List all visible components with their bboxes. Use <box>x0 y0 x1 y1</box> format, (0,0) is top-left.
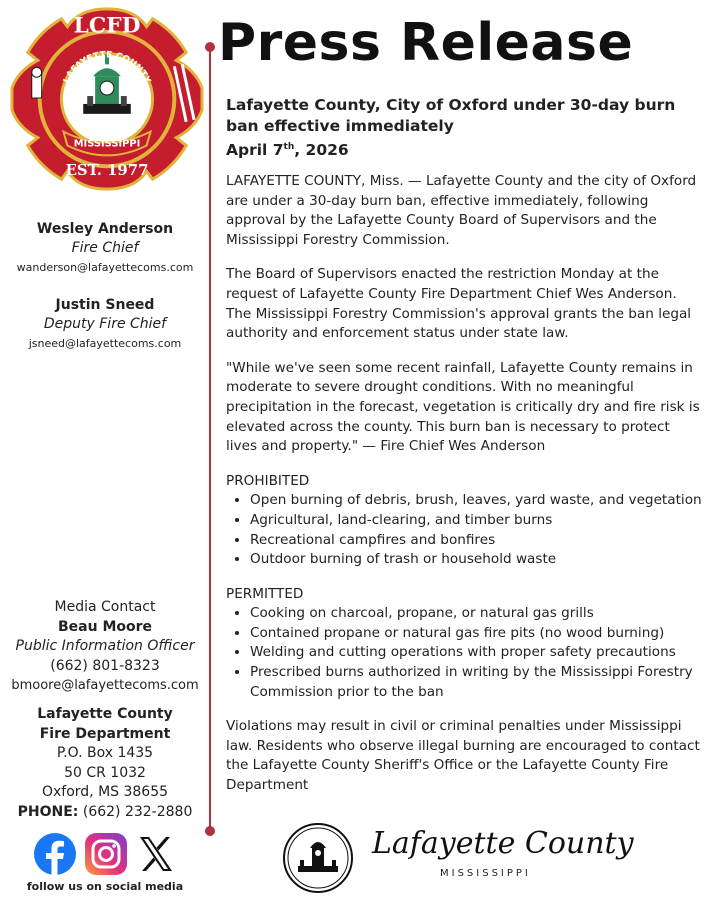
contact-name: Wesley Anderson <box>36 221 174 237</box>
page-title: Press Release <box>218 13 634 73</box>
divider-dot-bottom <box>205 826 215 836</box>
x-icon[interactable] <box>134 832 178 876</box>
paragraph-intro: LAFAYETTE COUNTY, Miss. — Lafayette County and the city of Oxford are under a 30-day burn ban, effective immediately, following approval by the Lafayette County Board of Supervisors and the Mississippi Forestry Commission. <box>226 173 697 248</box>
county-logo-name: Lafayette County <box>372 826 634 861</box>
list-item: • Agricultural, land-clearing, and timber burns <box>250 511 704 531</box>
address-line-2: 50 CR 1032 <box>64 764 146 781</box>
release-body <box>226 172 704 811</box>
instagram-icon[interactable] <box>84 832 128 876</box>
list-item: • Contained propane or natural gas fire pits (no wood burning) <box>250 624 704 644</box>
list-item: • Outdoor burning of trash or household waste <box>250 550 704 570</box>
release-headline: Lafayette County, City of Oxford under 30-day burn ban effective immediately <box>226 96 676 135</box>
media-email[interactable]: bmoore@lafayettecoms.com <box>11 678 199 693</box>
contact-role: Deputy Fire Chief <box>43 316 167 332</box>
permitted-list <box>226 604 704 702</box>
paragraph-board: The Board of Supervisors enacted the restriction Monday at the request of Lafayette County Fire Department Chief Wes Anderson. The Mississippi Forestry Commission's approval grants the ban legal authority and enforcement status under state law. <box>226 266 692 342</box>
logo-banner-text: MISSISSIPPI <box>73 138 141 150</box>
logo-ring-text: LAFAYETTE COUNTY <box>61 50 153 86</box>
prohibited-heading: PROHIBITED <box>226 472 310 489</box>
address-line-3: Oxford, MS 38655 <box>41 784 169 800</box>
county-seal-icon <box>282 822 354 894</box>
prohibited-list <box>226 491 704 569</box>
contact-email[interactable]: wanderson@lafayettecoms.com <box>16 261 194 274</box>
media-phone[interactable]: (662) 801-8323 <box>50 657 160 674</box>
paragraph-quote: "While we've seen some recent rainfall, Lafayette County remains in moderate to severe drought conditions. With no meaningful precipitation in the forecast, vegetation is critically dry and fire risk is elevated across the county. This burn ban is necessary to protect lives and property." — Fire Chief Wes Anderson <box>226 359 700 455</box>
list-item: • Open burning of debris, brush, leaves, yard waste, and vegetation <box>250 491 704 511</box>
list-item: • Recreational campfires and bonfires <box>250 531 704 551</box>
list-item: • Welding and cutting operations with proper safety precautions <box>250 643 704 663</box>
logo-est-text: EST. 1977 <box>65 161 149 180</box>
contact-role: Fire Chief <box>71 240 139 256</box>
social-caption: follow us on social media <box>26 880 184 893</box>
divider-dot-top <box>205 42 215 52</box>
phone-label: PHONE: <box>17 803 79 820</box>
media-contact <box>0 598 210 696</box>
lcfd-badge-logo <box>8 4 206 194</box>
contact-email[interactable]: jsneed@lafayettecoms.com <box>28 337 182 350</box>
department-name: Lafayette County Fire Department <box>37 706 173 742</box>
facebook-icon[interactable] <box>33 832 77 876</box>
department-phone[interactable]: (662) 232-2880 <box>82 803 193 820</box>
address-line-1: P.O. Box 1435 <box>56 745 154 761</box>
media-role: Public Information Officer <box>15 638 195 654</box>
department-phone-line <box>0 803 210 823</box>
paragraph-violations: Violations may result in civil or criminal penalties under Mississippi law. Residents who observe illegal burning are encouraged to contact the Lafayette County Sheriff's Office or the Lafayette County Fire Department <box>226 718 700 794</box>
department-address <box>0 705 210 822</box>
media-label: Media Contact <box>54 599 156 615</box>
list-item: • Prescribed burns authorized in writing by the Mississippi Forestry Commission prior to the ban <box>250 663 704 702</box>
list-item: • Cooking on charcoal, propane, or natural gas grills <box>250 604 704 624</box>
release-headline-block <box>226 95 706 161</box>
permitted-heading: PERMITTED <box>226 585 304 602</box>
contact-chief <box>0 220 210 277</box>
logo-top-text: LCFD <box>73 13 141 39</box>
release-date: April 7th, 2026 <box>226 141 349 160</box>
media-name: Beau Moore <box>57 618 153 635</box>
contact-name: Justin Sneed <box>55 297 155 313</box>
contact-deputy <box>0 296 210 353</box>
county-logo-state: MISSISSIPPI <box>440 868 531 879</box>
